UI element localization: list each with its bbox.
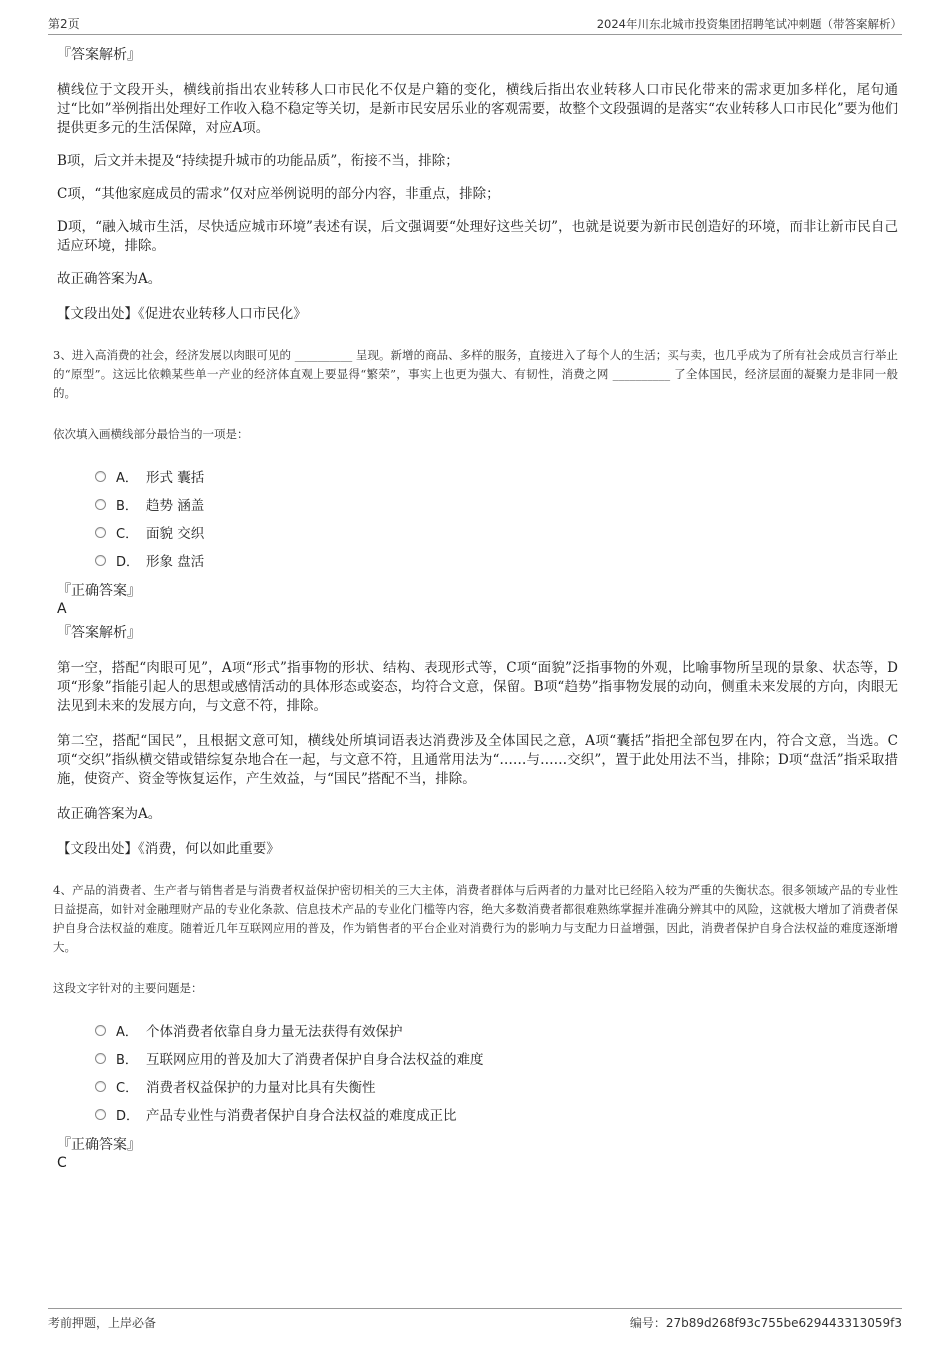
q3-stem: 3、进入高消费的社会，经济发展以肉眼可见的 __________ 呈现。新增的商品、多样的服务，直接进入了每个人的生活；买与卖，也几乎成为了所有社会成员言行举止的“原型”。这远比依赖某些单一产业的经济体直观上要显得“繁荣”，事实上也更为强大、有韧性，消费之网 __________ 了全体国民，经济层面的凝聚力是非同一般的。: [53, 348, 898, 400]
q3-analysis-label: 『答案解析』: [57, 625, 141, 641]
page-header: [48, 12, 902, 35]
option-text: 形象 盘活: [146, 554, 205, 570]
q2-conclusion: 故正确答案为A。: [57, 271, 162, 287]
option-letter: D．: [116, 1108, 140, 1124]
option-text: 互联网应用的普及加大了消费者保护自身合法权益的难度: [146, 1052, 484, 1068]
radio-icon[interactable]: [95, 1081, 106, 1092]
option-text: 消费者权益保护的力量对比具有失衡性: [146, 1080, 376, 1096]
option-text: 面貌 交织: [146, 526, 205, 542]
page-content: [53, 40, 898, 1172]
q2-analysis-paragraph: B项，后文并未提及“持续提升城市的功能品质”，衔接不当，排除；: [57, 153, 459, 169]
option-letter: C．: [116, 1080, 139, 1096]
q4-option-c[interactable]: [95, 1072, 898, 1100]
q3-analysis-paragraph: 第一空，搭配“肉眼可见”，A项“形式”指事物的形状、结构、表现形式等，C项“面貌”泛指事物的外观，比喻事物所呈现的景象、状态等，D项“形象”指能引起人的思想或感情活动的具体形态或姿态，均符合文意，保留。B项“趋势”指事物发展的动向，侧重未来发展的方向，肉眼无法见到未来的发展方向，与文意不符，排除。: [57, 660, 898, 714]
q4-option-b[interactable]: [95, 1044, 898, 1072]
q3-option-c[interactable]: [95, 518, 898, 546]
option-text: 个体消费者依靠自身力量无法获得有效保护: [146, 1024, 403, 1040]
code-value: 27b89d268f93c755be629443313059f3: [665, 1316, 902, 1330]
radio-icon[interactable]: [95, 499, 106, 510]
option-letter: D．: [116, 554, 140, 570]
q3-option-b[interactable]: [95, 490, 898, 518]
document-code: [630, 1314, 902, 1331]
option-letter: B．: [116, 498, 138, 514]
radio-icon[interactable]: [95, 471, 106, 482]
q3-answer-label: 『正确答案』: [57, 583, 141, 599]
option-letter: A．: [116, 470, 138, 486]
q3-source: 【文段出处】《消费，何以如此重要》: [57, 841, 280, 857]
q3-analysis-paragraph: 第二空，搭配“国民”，且根据文意可知，横线处所填词语表达消费涉及全体国民之意，A项“囊括”指把全部包罗在内，符合文意，当选。C项“交织”指纵横交错或错综复杂地合在一起，与文意不符，且通常用法为“……与……交织”，置于此处用法不当，排除；D项“盘活”指采取措施，使资产、资金等恢复运作，产生效益，与“国民”搭配不当，排除。: [57, 733, 898, 787]
q4-answer: C: [57, 1155, 67, 1171]
radio-icon[interactable]: [95, 555, 106, 566]
radio-icon[interactable]: [95, 527, 106, 538]
option-text: 趋势 涵盖: [146, 498, 205, 514]
q2-source: 【文段出处】《促进农业转移人口市民化》: [57, 306, 307, 322]
q4-options: [95, 1016, 898, 1128]
q4-answer-label: 『正确答案』: [57, 1137, 141, 1153]
q2-analysis-paragraph: C项，“其他家庭成员的需求”仅对应举例说明的部分内容，非重点，排除；: [57, 186, 500, 202]
q3-option-a[interactable]: [95, 462, 898, 490]
option-text: 产品专业性与消费者保护自身合法权益的难度成正比: [146, 1108, 457, 1124]
q2-analysis-paragraph: D项，“融入城市生活，尽快适应城市环境”表述有误，后文强调要“处理好这些关切”，也就是说要为新市民创造好的环境，而非让新市民自己适应环境，排除。: [57, 219, 898, 254]
radio-icon[interactable]: [95, 1053, 106, 1064]
q3-answer: A: [57, 601, 67, 617]
option-letter: C．: [116, 526, 139, 542]
q3-option-d[interactable]: [95, 546, 898, 574]
q3-conclusion: 故正确答案为A。: [57, 806, 162, 822]
q4-option-d[interactable]: [95, 1100, 898, 1128]
page-footer: [48, 1308, 902, 1331]
q2-analysis-label: 『答案解析』: [57, 47, 141, 63]
radio-icon[interactable]: [95, 1025, 106, 1036]
code-label: 编号：: [629, 1316, 666, 1330]
option-letter: B．: [116, 1052, 138, 1068]
q3-prompt: 依次填入画横线部分最恰当的一项是：: [53, 427, 249, 441]
q4-stem: 4、产品的消费者、生产者与销售者是与消费者权益保护密切相关的三大主体，消费者群体与后两者的力量对比已经陷入较为严重的失衡状态。很多领域产品的专业性日益提高，如针对金融理财产品的专业化条款、信息技术产品的专业化门槛等内容，绝大多数消费者都很难熟练掌握并准确分辨其中的风险，这就极大增加了消费者保护自身合法权益的难度。随着近几年互联网应用的普及，作为销售者的平台企业对消费行为的影响力与支配力日益增强，因此，消费者保护自身合法权益的难度逐渐增大。: [53, 883, 898, 954]
q2-analysis-paragraph: 横线位于文段开头，横线前指出农业转移人口市民化不仅是户籍的变化，横线后指出农业转移人口市民化带来的需求更加多样化，尾句通过“比如”举例指出处理好工作收入稳不稳定等关切，是新市民安居乐业的客观需要，故整个文段强调的是落实“农业转移人口市民化”要为他们提供更多元的生活保障，对应A项。: [57, 82, 898, 136]
document-title: 2024年川东北城市投资集团招聘笔试冲刺题（带答案解析）: [596, 17, 902, 31]
q3-options: [95, 462, 898, 574]
option-text: 形式 囊括: [146, 470, 205, 486]
footer-slogan: 考前押题，上岸必备: [48, 1316, 157, 1330]
radio-icon[interactable]: [95, 1109, 106, 1120]
option-letter: A．: [116, 1024, 138, 1040]
q4-prompt: 这段文字针对的主要问题是：: [53, 981, 203, 995]
q4-option-a[interactable]: [95, 1016, 898, 1044]
page-number: 第2页: [48, 17, 80, 31]
